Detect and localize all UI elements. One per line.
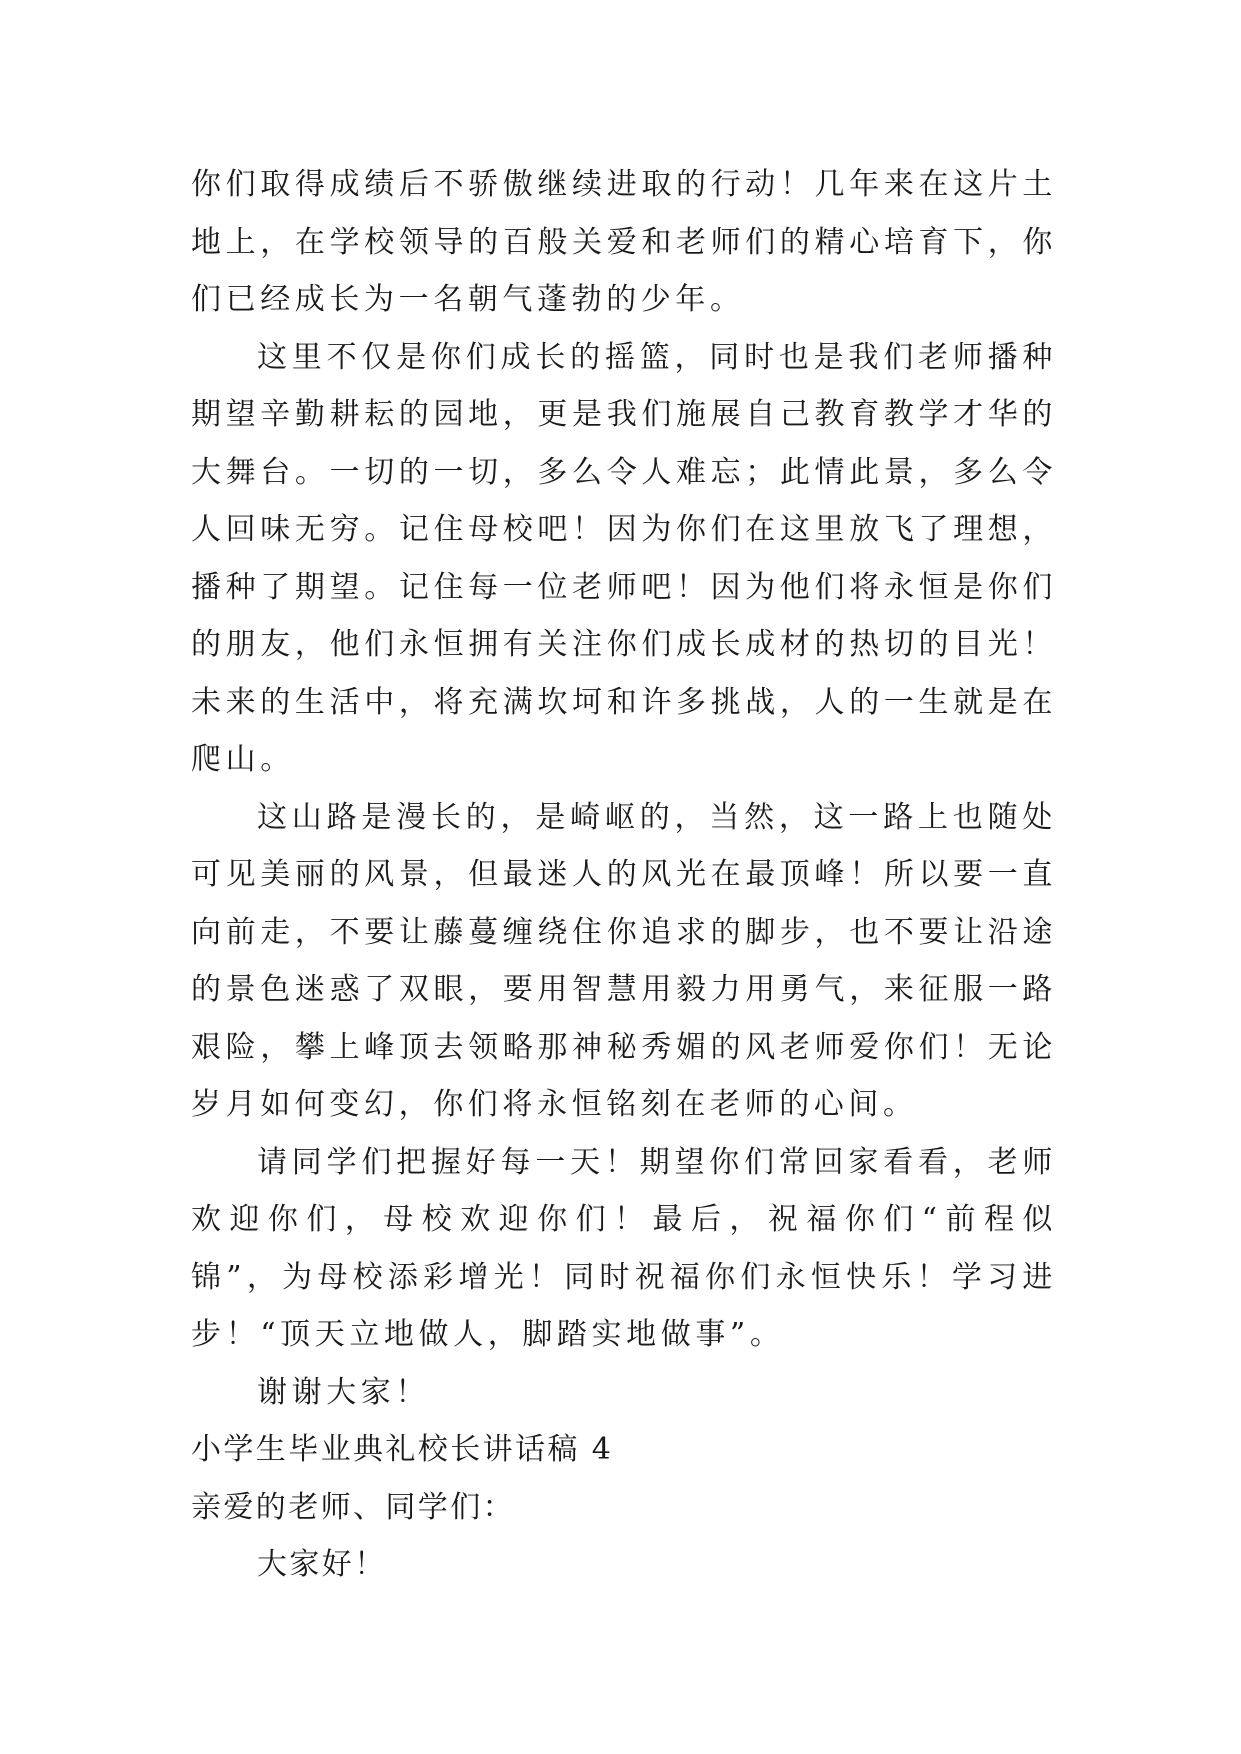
section-title: 小学生毕业典礼校长讲话稿 4 (191, 1432, 614, 1467)
paragraph-cradle: 这里不仅是你们成长的摇篮，同时也是我们老师播种期望辛勤耕耘的园地，更是我们施展自己教育教学才华的大舞台。一切的一切，多么令人难忘；此情此景，多么令人回味无穷。记住母校吧！因为你们在这里放飞了理想，播种了期望。记住每一位老师吧！因为他们将永恒是你们的朋友，他们永恒拥有关注你们成长成材的热切的目光！未来的生活中，将充满坎坷和许多挑战，人的一生就是在爬山。 (191, 339, 1057, 777)
paragraph-mountain-road: 这山路是漫长的，是崎岖的，当然，这一路上也随处可见美丽的风景，但最迷人的风光在最顶峰！所以要一直向前走，不要让藤蔓缠绕住你追求的脚步，也不要让沿途的景色迷惑了双眼，要用智慧用毅力用勇气，来征服一路艰险，攀上峰顶去领略那神秘秀媚的风老师爱你们！无论岁月如何变幻，你们将永恒铭刻在老师的心间。 (191, 799, 1057, 1122)
salutation: 亲爱的老师、同学们： (191, 1489, 515, 1525)
paragraph-continuation: 你们取得成绩后不骄傲继续进取的行动！几年来在这片土地上，在学校领导的百般关爱和老师们的精心培育下，你们已经成长为一名朝气蓬勃的少年。 (191, 167, 1057, 317)
paragraph-thanks: 谢谢大家！ (257, 1374, 430, 1410)
paragraph-wishes: 请同学们把握好每一天！期望你们常回家看看，老师欢迎你们，母校欢迎你们！最后，祝福你们“前程似锦”，为母校添彩增光！同时祝福你们永恒快乐！学习进步！“顶天立地做人，脚踏实地做事”。 (191, 1144, 1057, 1352)
greeting: 大家好！ (257, 1547, 387, 1582)
document-body (191, 156, 1057, 1594)
